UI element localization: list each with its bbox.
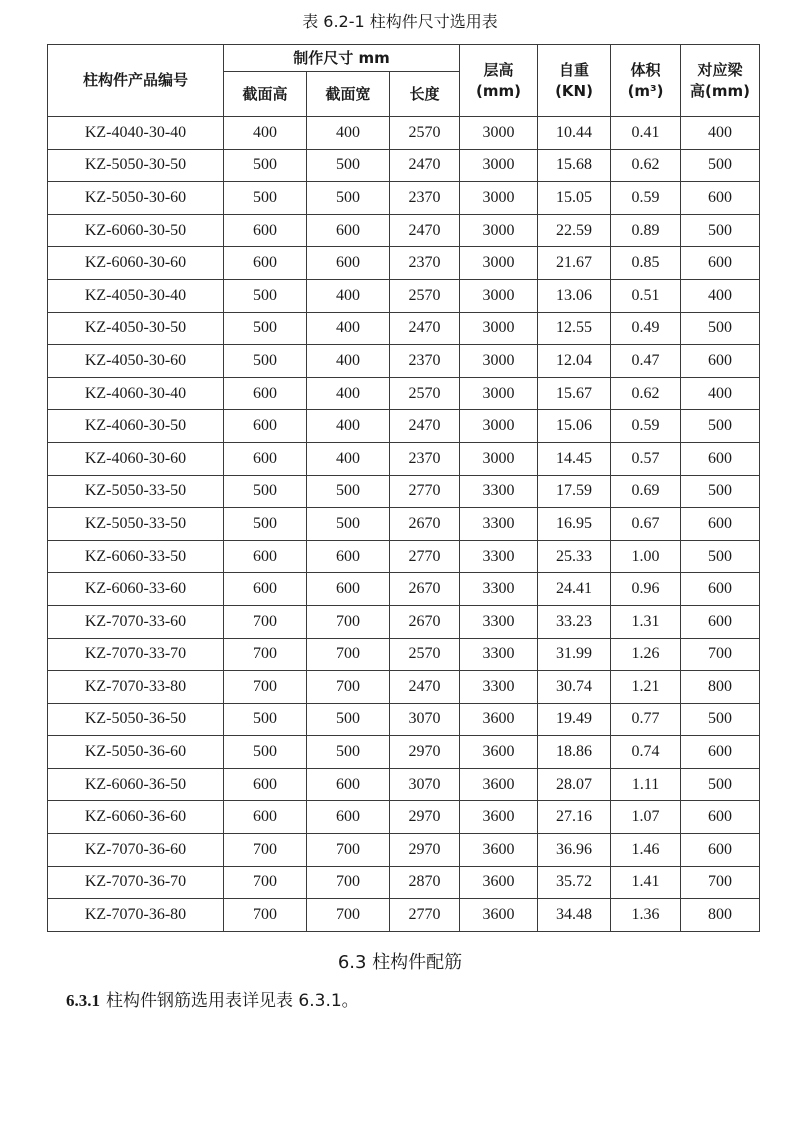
cell-length: 2470 <box>390 671 460 704</box>
cell-length: 3070 <box>390 703 460 736</box>
cell-beam-height: 800 <box>681 671 760 704</box>
cell-product-code: KZ-6060-30-60 <box>48 247 224 280</box>
cell-beam-height: 500 <box>681 475 760 508</box>
table-row <box>48 736 760 769</box>
cell-beam-height: 600 <box>681 801 760 834</box>
cell-section-width: 700 <box>307 638 390 671</box>
cell-section-width: 400 <box>307 442 390 475</box>
cell-product-code: KZ-4050-30-40 <box>48 279 224 312</box>
cell-floor-height: 3000 <box>460 149 538 182</box>
cell-self-weight: 15.05 <box>538 182 611 215</box>
cell-volume: 0.74 <box>611 736 681 769</box>
header-beam-height-label: 对应梁 <box>697 60 743 79</box>
cell-section-width: 600 <box>307 214 390 247</box>
cell-self-weight: 21.67 <box>538 247 611 280</box>
cell-self-weight: 28.07 <box>538 768 611 801</box>
cell-product-code: KZ-7070-36-70 <box>48 866 224 899</box>
table-row <box>48 508 760 541</box>
cell-section-height: 500 <box>224 475 307 508</box>
cell-section-height: 500 <box>224 182 307 215</box>
cell-product-code: KZ-6060-33-50 <box>48 540 224 573</box>
cell-floor-height: 3300 <box>460 605 538 638</box>
cell-beam-height: 600 <box>681 345 760 378</box>
cell-section-height: 600 <box>224 801 307 834</box>
cell-section-width: 600 <box>307 768 390 801</box>
cell-volume: 0.59 <box>611 410 681 443</box>
cell-beam-height: 700 <box>681 638 760 671</box>
cell-section-width: 700 <box>307 866 390 899</box>
cell-self-weight: 15.68 <box>538 149 611 182</box>
cell-volume: 1.26 <box>611 638 681 671</box>
cell-section-height: 700 <box>224 638 307 671</box>
cell-product-code: KZ-5050-30-50 <box>48 149 224 182</box>
cell-floor-height: 3600 <box>460 736 538 769</box>
table-row <box>48 899 760 932</box>
cell-floor-height: 3000 <box>460 377 538 410</box>
cell-self-weight: 22.59 <box>538 214 611 247</box>
cell-section-height: 600 <box>224 410 307 443</box>
table-row <box>48 834 760 867</box>
cell-product-code: KZ-4050-30-60 <box>48 345 224 378</box>
cell-volume: 0.49 <box>611 312 681 345</box>
cell-section-width: 500 <box>307 475 390 508</box>
cell-beam-height: 500 <box>681 214 760 247</box>
header-self-weight <box>538 45 611 117</box>
table-row <box>48 638 760 671</box>
cell-self-weight: 19.49 <box>538 703 611 736</box>
cell-floor-height: 3600 <box>460 801 538 834</box>
cell-section-height: 700 <box>224 899 307 932</box>
cell-section-height: 500 <box>224 703 307 736</box>
cell-volume: 1.36 <box>611 899 681 932</box>
table-row <box>48 801 760 834</box>
cell-section-height: 500 <box>224 149 307 182</box>
cell-beam-height: 400 <box>681 279 760 312</box>
cell-self-weight: 34.48 <box>538 899 611 932</box>
header-volume <box>611 45 681 117</box>
cell-volume: 0.69 <box>611 475 681 508</box>
cell-section-height: 700 <box>224 671 307 704</box>
cell-floor-height: 3300 <box>460 573 538 606</box>
cell-self-weight: 27.16 <box>538 801 611 834</box>
cell-length: 3070 <box>390 768 460 801</box>
cell-section-width: 500 <box>307 149 390 182</box>
cell-section-height: 600 <box>224 540 307 573</box>
cell-section-height: 600 <box>224 442 307 475</box>
cell-section-width: 700 <box>307 834 390 867</box>
table-row <box>48 442 760 475</box>
cell-beam-height: 500 <box>681 768 760 801</box>
cell-floor-height: 3000 <box>460 117 538 150</box>
cell-self-weight: 18.86 <box>538 736 611 769</box>
cell-beam-height: 500 <box>681 703 760 736</box>
cell-self-weight: 15.67 <box>538 377 611 410</box>
cell-section-height: 600 <box>224 573 307 606</box>
cell-beam-height: 600 <box>681 605 760 638</box>
section-heading: 6.3 柱构件配筋 <box>337 952 463 973</box>
cell-section-width: 600 <box>307 573 390 606</box>
cell-volume: 1.31 <box>611 605 681 638</box>
table-row <box>48 377 760 410</box>
cell-self-weight: 12.55 <box>538 312 611 345</box>
cell-volume: 0.77 <box>611 703 681 736</box>
cell-length: 2970 <box>390 736 460 769</box>
cell-product-code: KZ-7070-33-80 <box>48 671 224 704</box>
cell-section-height: 700 <box>224 834 307 867</box>
cell-product-code: KZ-6060-36-50 <box>48 768 224 801</box>
cell-section-height: 600 <box>224 768 307 801</box>
cell-length: 2670 <box>390 573 460 606</box>
cell-floor-height: 3000 <box>460 279 538 312</box>
cell-volume: 0.47 <box>611 345 681 378</box>
cell-product-code: KZ-4060-30-50 <box>48 410 224 443</box>
header-length: 长度 <box>390 72 460 117</box>
cell-floor-height: 3000 <box>460 247 538 280</box>
cell-length: 2470 <box>390 410 460 443</box>
cell-length: 2470 <box>390 214 460 247</box>
cell-section-width: 400 <box>307 312 390 345</box>
cell-volume: 1.00 <box>611 540 681 573</box>
table-row <box>48 279 760 312</box>
table-row <box>48 866 760 899</box>
cell-section-height: 400 <box>224 117 307 150</box>
cell-self-weight: 17.59 <box>538 475 611 508</box>
cell-section-height: 500 <box>224 312 307 345</box>
cell-length: 2570 <box>390 117 460 150</box>
cell-volume: 0.41 <box>611 117 681 150</box>
table-row <box>48 671 760 704</box>
cell-product-code: KZ-4050-30-50 <box>48 312 224 345</box>
cell-volume: 0.67 <box>611 508 681 541</box>
cell-length: 2370 <box>390 442 460 475</box>
cell-length: 2470 <box>390 149 460 182</box>
cell-beam-height: 600 <box>681 736 760 769</box>
cell-volume: 0.89 <box>611 214 681 247</box>
cell-self-weight: 35.72 <box>538 866 611 899</box>
cell-section-height: 600 <box>224 247 307 280</box>
cell-product-code: KZ-5050-36-60 <box>48 736 224 769</box>
cell-self-weight: 13.06 <box>538 279 611 312</box>
cell-beam-height: 600 <box>681 442 760 475</box>
cell-product-code: KZ-7070-33-60 <box>48 605 224 638</box>
cell-self-weight: 25.33 <box>538 540 611 573</box>
cell-volume: 0.96 <box>611 573 681 606</box>
cell-self-weight: 14.45 <box>538 442 611 475</box>
cell-product-code: KZ-5050-33-50 <box>48 475 224 508</box>
cell-floor-height: 3000 <box>460 410 538 443</box>
table-row <box>48 768 760 801</box>
paragraph-number: 6.3.1 <box>66 991 100 1010</box>
cell-volume: 1.21 <box>611 671 681 704</box>
cell-volume: 0.62 <box>611 149 681 182</box>
cell-section-width: 500 <box>307 508 390 541</box>
cell-section-width: 400 <box>307 117 390 150</box>
cell-self-weight: 16.95 <box>538 508 611 541</box>
header-production-size: 制作尺寸 mm <box>224 45 460 72</box>
cell-volume: 0.51 <box>611 279 681 312</box>
cell-self-weight: 10.44 <box>538 117 611 150</box>
cell-section-width: 700 <box>307 671 390 704</box>
cell-section-width: 500 <box>307 182 390 215</box>
cell-volume: 1.41 <box>611 866 681 899</box>
cell-floor-height: 3000 <box>460 345 538 378</box>
cell-product-code: KZ-5050-30-60 <box>48 182 224 215</box>
table-row <box>48 312 760 345</box>
table-row <box>48 117 760 150</box>
cell-section-height: 500 <box>224 345 307 378</box>
header-self-weight-label: 自重 <box>559 60 590 79</box>
cell-length: 2770 <box>390 540 460 573</box>
cell-beam-height: 400 <box>681 117 760 150</box>
cell-length: 2570 <box>390 638 460 671</box>
header-self-weight-unit: (KN) <box>555 81 593 100</box>
cell-volume: 0.62 <box>611 377 681 410</box>
cell-beam-height: 600 <box>681 834 760 867</box>
cell-floor-height: 3000 <box>460 214 538 247</box>
table-row <box>48 540 760 573</box>
header-beam-height <box>681 45 760 117</box>
cell-volume: 1.46 <box>611 834 681 867</box>
header-volume-unit: (m³) <box>627 81 664 100</box>
header-section-width: 截面宽 <box>307 72 390 117</box>
cell-length: 2970 <box>390 801 460 834</box>
header-floor-height-label: 层高 <box>483 60 514 79</box>
cell-floor-height: 3300 <box>460 671 538 704</box>
table-row <box>48 475 760 508</box>
cell-section-width: 700 <box>307 899 390 932</box>
cell-beam-height: 600 <box>681 508 760 541</box>
cell-volume: 0.59 <box>611 182 681 215</box>
header-section-height: 截面高 <box>224 72 307 117</box>
cell-length: 2570 <box>390 377 460 410</box>
header-floor-height-unit: (mm) <box>476 81 522 100</box>
cell-beam-height: 500 <box>681 149 760 182</box>
table-row <box>48 214 760 247</box>
table-row <box>48 149 760 182</box>
table-row <box>48 605 760 638</box>
cell-beam-height: 400 <box>681 377 760 410</box>
cell-product-code: KZ-5050-33-50 <box>48 508 224 541</box>
cell-section-height: 700 <box>224 866 307 899</box>
cell-floor-height: 3600 <box>460 703 538 736</box>
cell-section-width: 400 <box>307 345 390 378</box>
cell-beam-height: 700 <box>681 866 760 899</box>
cell-product-code: KZ-4060-30-40 <box>48 377 224 410</box>
cell-section-width: 500 <box>307 703 390 736</box>
cell-volume: 0.85 <box>611 247 681 280</box>
table-row <box>48 182 760 215</box>
cell-volume: 0.57 <box>611 442 681 475</box>
cell-length: 2670 <box>390 605 460 638</box>
cell-floor-height: 3300 <box>460 540 538 573</box>
cell-section-height: 500 <box>224 508 307 541</box>
cell-floor-height: 3000 <box>460 442 538 475</box>
cell-section-width: 500 <box>307 736 390 769</box>
cell-product-code: KZ-4040-30-40 <box>48 117 224 150</box>
cell-length: 2770 <box>390 475 460 508</box>
cell-self-weight: 15.06 <box>538 410 611 443</box>
cell-section-width: 600 <box>307 540 390 573</box>
cell-beam-height: 600 <box>681 247 760 280</box>
cell-floor-height: 3600 <box>460 899 538 932</box>
cell-beam-height: 600 <box>681 182 760 215</box>
cell-section-width: 400 <box>307 279 390 312</box>
cell-floor-height: 3300 <box>460 508 538 541</box>
cell-length: 2570 <box>390 279 460 312</box>
cell-volume: 1.11 <box>611 768 681 801</box>
table-row <box>48 573 760 606</box>
cell-self-weight: 12.04 <box>538 345 611 378</box>
cell-section-height: 500 <box>224 736 307 769</box>
cell-product-code: KZ-7070-36-80 <box>48 899 224 932</box>
cell-product-code: KZ-6060-30-50 <box>48 214 224 247</box>
paragraph <box>66 988 359 1014</box>
cell-beam-height: 500 <box>681 410 760 443</box>
cell-section-height: 500 <box>224 279 307 312</box>
cell-self-weight: 33.23 <box>538 605 611 638</box>
cell-volume: 1.07 <box>611 801 681 834</box>
cell-section-height: 600 <box>224 377 307 410</box>
cell-product-code: KZ-4060-30-60 <box>48 442 224 475</box>
cell-beam-height: 500 <box>681 540 760 573</box>
cell-section-width: 600 <box>307 247 390 280</box>
header-floor-height <box>460 45 538 117</box>
cell-self-weight: 31.99 <box>538 638 611 671</box>
cell-beam-height: 500 <box>681 312 760 345</box>
cell-product-code: KZ-7070-36-60 <box>48 834 224 867</box>
cell-length: 2470 <box>390 312 460 345</box>
cell-length: 2370 <box>390 247 460 280</box>
paragraph-text: 柱构件钢筋选用表详见表 6.3.1。 <box>106 991 359 1011</box>
header-product-code: 柱构件产品编号 <box>48 45 224 117</box>
cell-floor-height: 3300 <box>460 475 538 508</box>
cell-section-width: 600 <box>307 801 390 834</box>
column-size-table <box>47 44 760 932</box>
cell-length: 2870 <box>390 866 460 899</box>
cell-length: 2670 <box>390 508 460 541</box>
cell-beam-height: 600 <box>681 573 760 606</box>
cell-product-code: KZ-6060-33-60 <box>48 573 224 606</box>
cell-section-height: 700 <box>224 605 307 638</box>
cell-self-weight: 30.74 <box>538 671 611 704</box>
cell-floor-height: 3600 <box>460 834 538 867</box>
table-row <box>48 703 760 736</box>
cell-floor-height: 3600 <box>460 866 538 899</box>
cell-product-code: KZ-7070-33-70 <box>48 638 224 671</box>
cell-product-code: KZ-6060-36-60 <box>48 801 224 834</box>
cell-section-height: 600 <box>224 214 307 247</box>
header-beam-height-unit: 高(mm) <box>690 81 751 100</box>
cell-length: 2770 <box>390 899 460 932</box>
cell-beam-height: 800 <box>681 899 760 932</box>
cell-self-weight: 36.96 <box>538 834 611 867</box>
cell-floor-height: 3300 <box>460 638 538 671</box>
cell-floor-height: 3000 <box>460 312 538 345</box>
cell-section-width: 400 <box>307 410 390 443</box>
table-row <box>48 345 760 378</box>
table-caption: 表 6.2-1 柱构件尺寸选用表 <box>302 12 498 31</box>
cell-length: 2970 <box>390 834 460 867</box>
cell-length: 2370 <box>390 345 460 378</box>
table-body <box>48 117 760 932</box>
cell-length: 2370 <box>390 182 460 215</box>
cell-product-code: KZ-5050-36-50 <box>48 703 224 736</box>
table-row <box>48 410 760 443</box>
cell-floor-height: 3600 <box>460 768 538 801</box>
cell-floor-height: 3000 <box>460 182 538 215</box>
cell-section-width: 700 <box>307 605 390 638</box>
table-row <box>48 247 760 280</box>
cell-section-width: 400 <box>307 377 390 410</box>
table-header <box>48 45 760 117</box>
cell-self-weight: 24.41 <box>538 573 611 606</box>
header-volume-label: 体积 <box>630 60 661 79</box>
